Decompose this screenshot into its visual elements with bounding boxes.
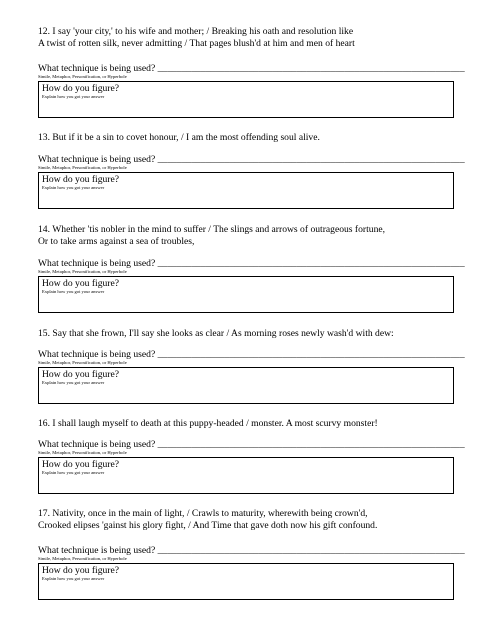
technique-hint: Simile, Metaphor, Personification, or Hyperbole <box>38 360 127 365</box>
technique-prompt[interactable]: What technique is being used? ________________________________________________________________ <box>38 258 465 269</box>
question-14 <box>38 224 465 294</box>
figure-answer-box[interactable] <box>38 563 454 600</box>
figure-hint: Explain how you got your answer <box>42 94 105 99</box>
figure-title: How do you figure? <box>42 369 119 380</box>
technique-hint: Simile, Metaphor, Personification, or Hyperbole <box>38 269 127 274</box>
question-16 <box>38 418 465 475</box>
figure-hint: Explain how you got your answer <box>42 380 105 385</box>
question-text: 14. Whether 'tis nobler in the mind to suffer / The slings and arrows of outrageous fortune, Or to take arms against a sea of troubles, <box>38 224 386 247</box>
question-text: 15. Say that she frown, I'll say she looks as clear / As morning roses newly wash'd with dew: <box>38 328 394 339</box>
figure-title: How do you figure? <box>42 459 119 470</box>
technique-prompt[interactable]: What technique is being used? ________________________________________________________________ <box>38 349 465 360</box>
figure-hint: Explain how you got your answer <box>42 185 105 190</box>
question-text: 12. I say 'your city,' to his wife and mother; / Breaking his oath and resolution like A twist of rotten silk, never admitting / That pages blush'd at him and men of heart <box>38 26 355 49</box>
question-text: 17. Nativity, once in the main of light, / Crawls to maturity, wherewith being crown'd, Crooked elipses 'gainst his glory fight, / And Time that gave doth now his gift confound. <box>38 508 378 531</box>
technique-prompt[interactable]: What technique is being used? ________________________________________________________________ <box>38 63 465 74</box>
figure-answer-box[interactable] <box>38 367 454 404</box>
figure-answer-box[interactable] <box>38 81 454 118</box>
technique-hint: Simile, Metaphor, Personification, or Hyperbole <box>38 450 127 455</box>
question-13 <box>38 132 465 190</box>
technique-hint: Simile, Metaphor, Personification, or Hyperbole <box>38 74 127 79</box>
question-12 <box>38 26 465 99</box>
figure-hint: Explain how you got your answer <box>42 576 105 581</box>
technique-hint: Simile, Metaphor, Personification, or Hyperbole <box>38 165 127 170</box>
figure-hint: Explain how you got your answer <box>42 470 105 475</box>
figure-title: How do you figure? <box>42 278 119 289</box>
figure-title: How do you figure? <box>42 174 119 185</box>
figure-answer-box[interactable] <box>38 457 454 494</box>
figure-title: How do you figure? <box>42 565 119 576</box>
figure-answer-box[interactable] <box>38 172 454 209</box>
figure-title: How do you figure? <box>42 83 119 94</box>
question-text: 16. I shall laugh myself to death at this puppy-headed / monster. A most scurvy monster! <box>38 418 378 429</box>
technique-prompt[interactable]: What technique is being used? ________________________________________________________________ <box>38 439 465 450</box>
figure-answer-box[interactable] <box>38 276 454 313</box>
question-15 <box>38 328 465 385</box>
technique-prompt[interactable]: What technique is being used? ________________________________________________________________ <box>38 154 465 165</box>
figure-hint: Explain how you got your answer <box>42 289 105 294</box>
technique-prompt[interactable]: What technique is being used? ________________________________________________________________ <box>38 545 465 556</box>
technique-hint: Simile, Metaphor, Personification, or Hyperbole <box>38 556 127 561</box>
question-17 <box>38 508 465 581</box>
question-text: 13. But if it be a sin to covet honour, / I am the most offending soul alive. <box>38 132 320 143</box>
